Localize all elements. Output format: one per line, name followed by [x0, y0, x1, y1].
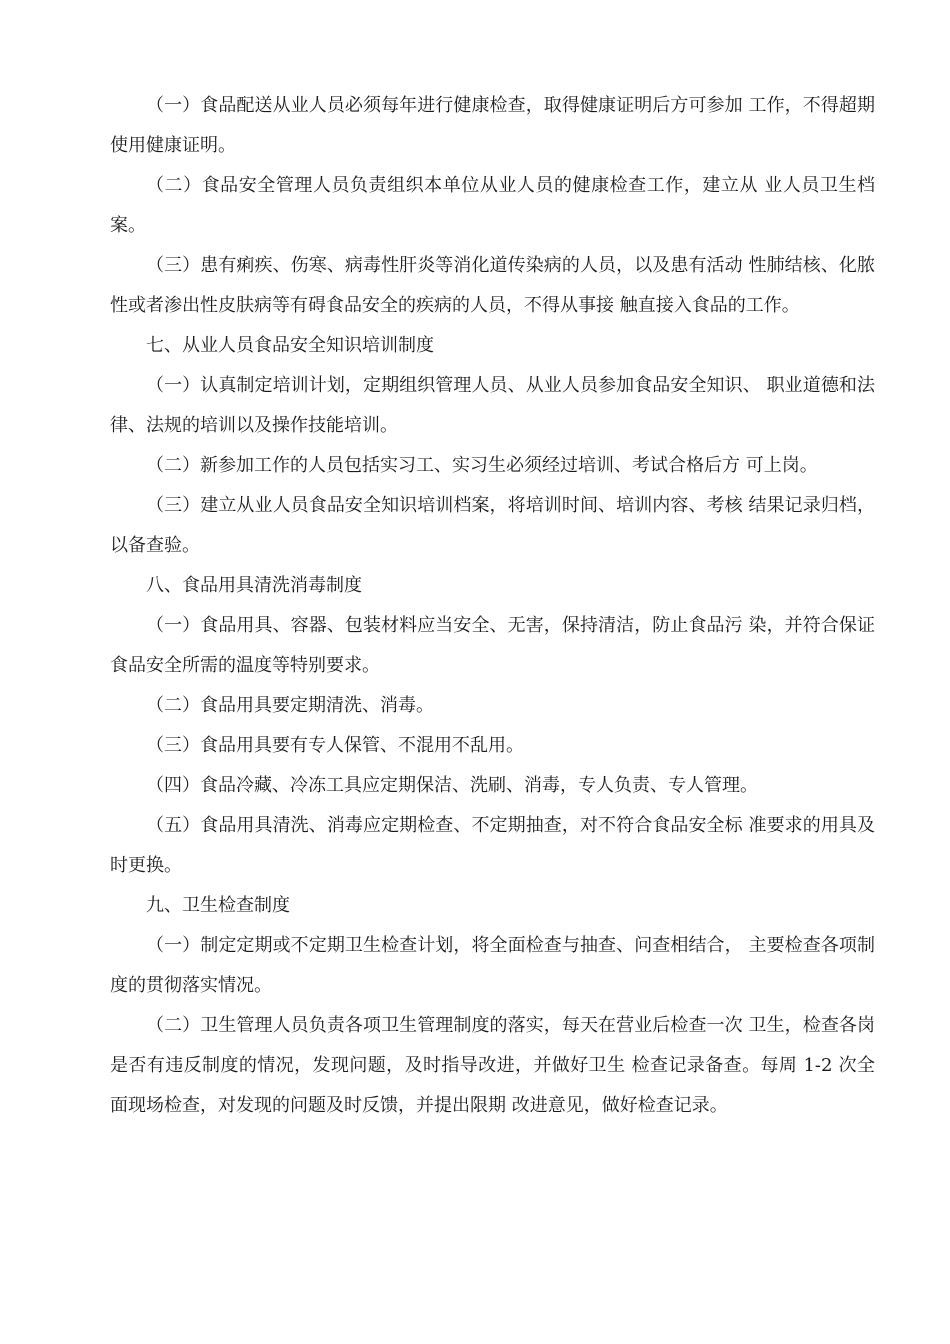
paragraph-6-2: （二）食品安全管理人员负责组织本单位从业人员的健康检查工作，建立从 业人员卫生档案。 — [110, 175, 875, 236]
paragraph-6-1: （一）食品配送从业人员必须每年进行健康检查，取得健康证明后方可参加 工作，不得超期使用健康证明。 — [110, 95, 875, 156]
paragraph-8-1: （一）食品用具、容器、包装材料应当安全、无害，保持清洁，防止食品污 染，并符合保证食品安全所需的温度等特别要求。 — [110, 615, 875, 676]
paragraph-9-2: （二）卫生管理人员负责各项卫生管理制度的落实，每天在营业后检查一次 卫生，检查各岗是否有违反制度的情况，发现问题，及时指导改进，并做好卫生 检查记录备查。每周 1-2 次全面现场检查，对发现的问题及时反馈，并提出限期 改进意见，做好检查记录。 — [110, 1015, 875, 1116]
paragraph-7-1: （一）认真制定培训计划，定期组织管理人员、从业人员参加食品安全知识、 职业道德和法律、法规的培训以及操作技能培训。 — [110, 375, 875, 436]
paragraph-8-4: （四）食品冷藏、冷冻工具应定期保洁、洗刷、消毒，专人负责、专人管理。 — [146, 775, 758, 796]
paragraph-6-3: （三）患有痢疾、伤寒、病毒性肝炎等消化道传染病的人员，以及患有活动 性肺结核、化脓性或者渗出性皮肤病等有碍食品安全的疾病的人员，不得从事接 触直接入食品的工作。 — [110, 255, 875, 316]
paragraph-8-5: （五）食品用具清洗、消毒应定期检查、不定期抽查，对不符合食品安全标 准要求的用具及时更换。 — [110, 815, 875, 876]
document-body — [110, 86, 875, 1126]
section-heading-9: 九、卫生检查制度 — [146, 895, 290, 916]
paragraph-9-1: （一）制定定期或不定期卫生检查计划，将全面检查与抽查、问查相结合， 主要检查各项制度的贯彻落实情况。 — [110, 935, 875, 996]
paragraph-7-3: （三）建立从业人员食品安全知识培训档案，将培训时间、培训内容、考核 结果记录归档，以备查验。 — [110, 495, 875, 556]
section-heading-7: 七、从业人员食品安全知识培训制度 — [146, 335, 434, 356]
paragraph-8-3: （三）食品用具要有专人保管、不混用不乱用。 — [146, 735, 524, 756]
paragraph-8-2: （二）食品用具要定期清洗、消毒。 — [146, 695, 434, 716]
section-heading-8: 八、食品用具清洗消毒制度 — [146, 575, 362, 596]
paragraph-7-2: （二）新参加工作的人员包括实习工、实习生必须经过培训、考试合格后方 可上岗。 — [146, 455, 818, 476]
